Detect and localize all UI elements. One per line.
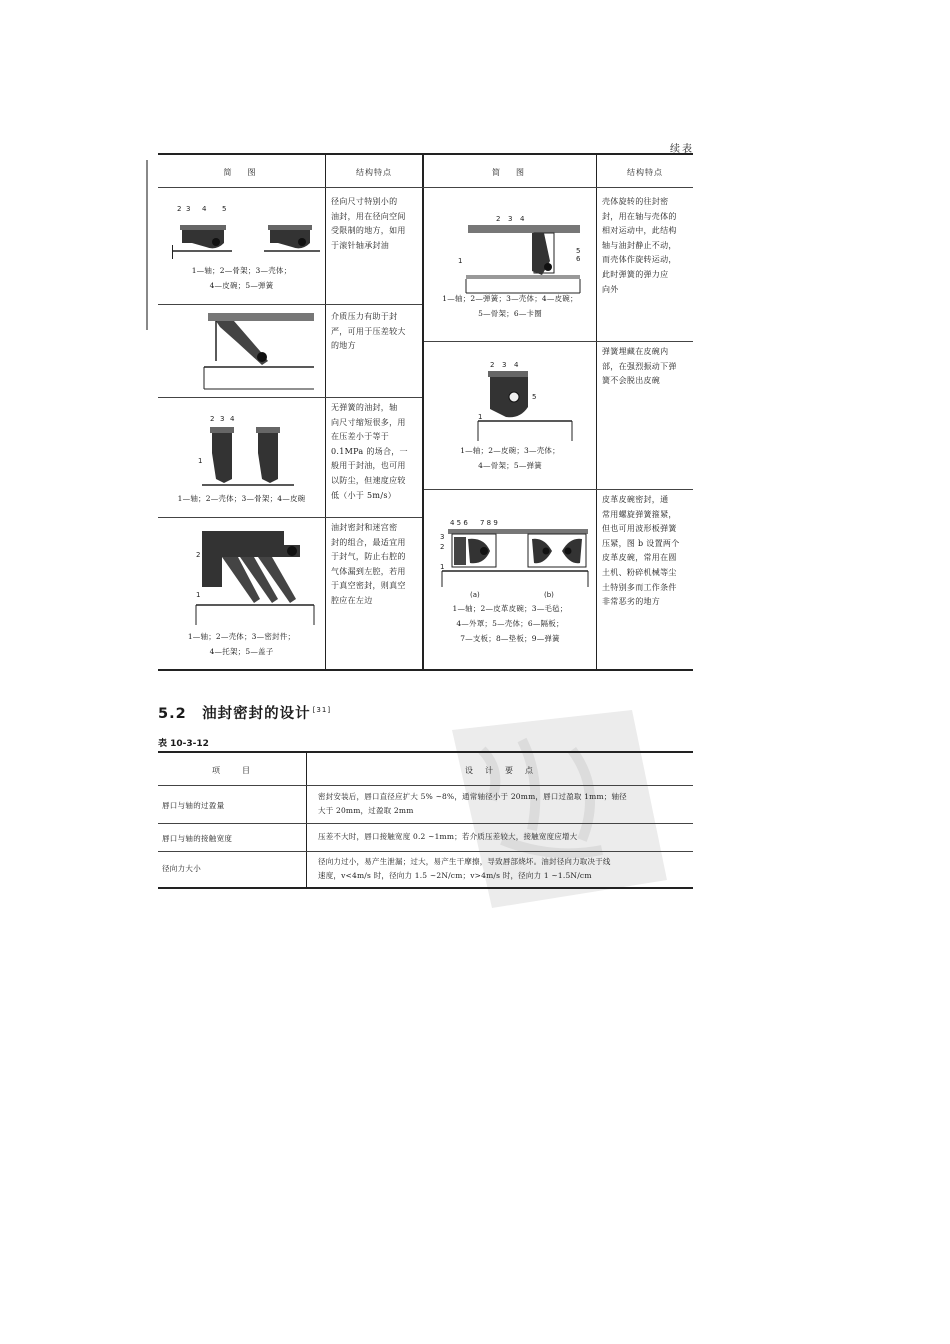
part-label: 4 bbox=[520, 215, 525, 223]
diagram-needle-bearing-seal bbox=[172, 203, 322, 261]
row-divider bbox=[158, 397, 422, 398]
design-point: 压差不大时，唇口接触宽度 0.2 ~1mm；若介质压差较大，接触宽度应增大 bbox=[318, 832, 578, 841]
row-divider bbox=[424, 341, 693, 342]
header-divider bbox=[158, 785, 693, 786]
row-divider bbox=[158, 517, 422, 518]
design-point: 径向力过小，易产生泄漏；过大，易产生干摩擦，导致唇部烧坏。油封径向力取决于线 速度，v<4m/s 时，径向力 1.5 ~2N/cm；v>4m/s 时，径向力 1 ~1.5N/cm bbox=[318, 857, 611, 880]
header-points: 设 计 要 点 bbox=[465, 766, 535, 775]
part-label: 2 bbox=[196, 551, 201, 559]
part-label: 4 bbox=[230, 415, 235, 423]
part-label: 3 bbox=[508, 215, 513, 223]
row-divider bbox=[158, 304, 422, 305]
part-label: 5 bbox=[222, 205, 227, 213]
structure-features: 弹簧埋藏在皮碗内 部，在强烈振动下弹 簧不会脱出皮碗 bbox=[602, 347, 677, 386]
diagram-leather-cup-seal bbox=[440, 517, 590, 601]
diagram-rotating-housing-seal bbox=[458, 213, 588, 295]
part-label: 2 bbox=[496, 215, 501, 223]
structure-features: 油封密封和迷宫密 封的组合，最适宜用 于封气，防止右腔的 气体漏到左腔，若用 于真空密封，则真空 腔应在左边 bbox=[331, 523, 406, 605]
part-label: (b) bbox=[544, 591, 554, 599]
section-heading: 5.2 油封密封的设计 [31] bbox=[158, 706, 332, 722]
part-label: 4 5 6 bbox=[450, 519, 468, 527]
figure-caption: 1—轴；2—壳体；3—骨架；4—皮碗 bbox=[177, 494, 306, 503]
item-name: 径向力大小 bbox=[162, 864, 201, 873]
figure-caption: 1—轴；2—皮革皮碗；3—毛毡； 4—外罩；5—壳体；6—隔板； 7—支板；8—垫板；9—弹簧 bbox=[452, 604, 568, 643]
part-label: 1 bbox=[440, 563, 445, 571]
row-divider bbox=[158, 851, 693, 852]
part-label: 2 bbox=[210, 415, 215, 423]
part-label: 7 8 9 bbox=[480, 519, 498, 527]
figure-caption: 1—轴；2—骨架；3—壳体； 4—皮碗；5—弹簧 bbox=[191, 266, 292, 290]
row-divider bbox=[424, 489, 693, 490]
header-features: 结构特点 bbox=[356, 168, 392, 177]
structure-features: 无弹簧的油封，轴 向尺寸缩短很多，用 在压差小于等于 0.1MPa 的场合，一 般用于封油，也可用 以防尘，但速度应较 低（小于 5m/s） bbox=[331, 403, 408, 500]
part-label: 3 bbox=[220, 415, 225, 423]
part-label: 2 bbox=[177, 205, 182, 213]
table-number: 表 10-3-12 bbox=[158, 739, 209, 749]
part-label: 2 bbox=[490, 361, 495, 369]
diagram-pressure-assisted-seal bbox=[198, 311, 318, 391]
part-label: 1 bbox=[196, 591, 201, 599]
structure-features: 壳体旋转的往封密 封，用在轴与壳体的 相对运动中，此结构 轴与油封静止不动， 而壳体作旋转运动， 此时弹簧的弹力应 向外 bbox=[602, 197, 677, 294]
part-label: 2 bbox=[440, 543, 445, 551]
structure-features: 介质压力有助于封 严，可用于压差较大 的地方 bbox=[331, 312, 406, 351]
part-label: 1 bbox=[458, 257, 463, 265]
item-name: 唇口与轴的过盈量 bbox=[162, 801, 225, 810]
col-divider bbox=[325, 155, 326, 669]
header-diagram: 简 图 bbox=[492, 168, 528, 177]
continued-label: 续表 bbox=[670, 144, 694, 155]
part-label: 3 bbox=[186, 205, 191, 213]
part-label: 4 bbox=[514, 361, 519, 369]
diagram-labyrinth-combo-seal bbox=[188, 527, 318, 627]
figure-caption: 1—轴；2—皮碗；3—壳体； 4—骨架；5—弹簧 bbox=[460, 446, 560, 470]
figure-caption: 1—轴；2—弹簧；3—壳体；4—皮碗； 5—骨架；6—卡圈 bbox=[442, 294, 578, 318]
part-label: 3 bbox=[440, 533, 445, 541]
part-label: 1 bbox=[478, 413, 483, 421]
part-label: 5 bbox=[532, 393, 537, 401]
diagram-embedded-spring-seal bbox=[476, 359, 576, 443]
part-label: (a) bbox=[470, 591, 480, 599]
row-divider bbox=[158, 823, 693, 824]
figure-caption: 1—轴；2—壳体；3—密封件； 4—托架；5—盖子 bbox=[187, 632, 296, 656]
part-label: 4 bbox=[202, 205, 207, 213]
part-label: 1 bbox=[198, 457, 203, 465]
structure-features: 径向尺寸特别小的 油封，用在径向空间 受限制的地方，如用 于滚针轴承封油 bbox=[331, 197, 406, 250]
header-divider bbox=[158, 187, 693, 188]
item-name: 唇口与轴的接触宽度 bbox=[162, 834, 233, 843]
header-diagram: 简 图 bbox=[223, 168, 260, 177]
part-label: 5 bbox=[576, 247, 581, 255]
header-features: 结构特点 bbox=[627, 168, 663, 177]
design-points-table bbox=[158, 751, 693, 889]
part-label: 3 bbox=[502, 361, 507, 369]
header-item: 项 目 bbox=[212, 766, 252, 775]
diagram-springless-seal bbox=[198, 413, 298, 489]
structure-features: 皮革皮碗密封，通 常用螺旋弹簧箍紧， 但也可用波形板弹簧 压紧，图 b 设置两个 皮革皮碗，常用在圆 土机、粉碎机械等尘 土特别多而工作条件 非常恶劣的地方 bbox=[602, 495, 680, 607]
part-label: 6 bbox=[576, 255, 581, 263]
design-point: 密封安装后，唇口直径应扩大 5% ~8%，通常轴径小于 20mm，唇口过盈取 1mm；轴径 大于 20mm，过盈取 2mm bbox=[318, 792, 627, 815]
col-divider bbox=[596, 155, 597, 669]
oil-seal-structure-table bbox=[158, 153, 693, 671]
page-edge-mark bbox=[146, 160, 148, 330]
